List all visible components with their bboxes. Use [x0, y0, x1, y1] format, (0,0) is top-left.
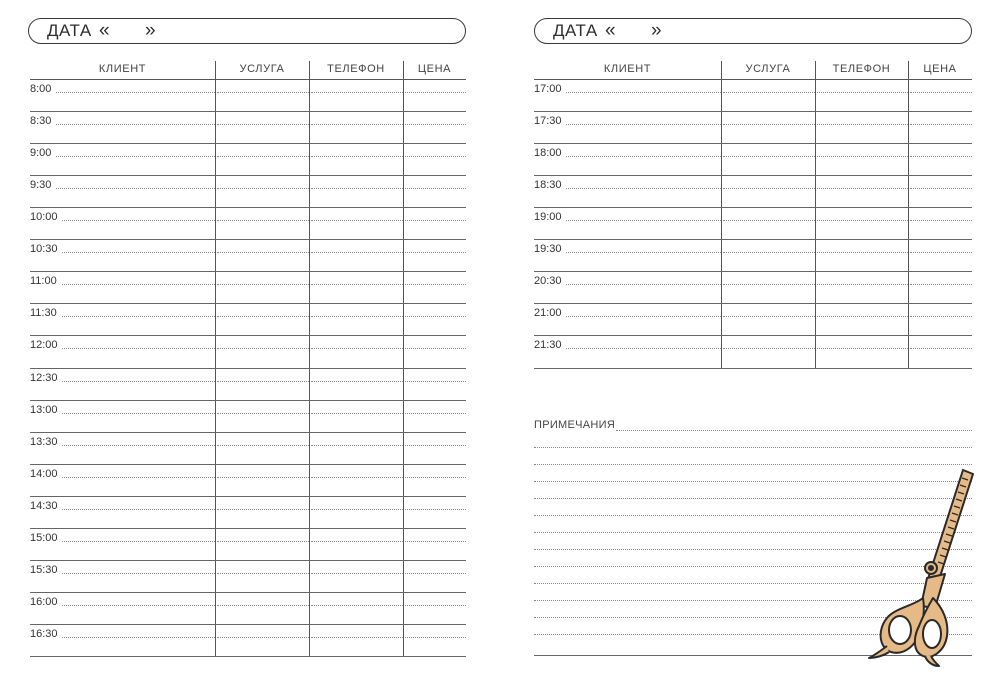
time-slot-label: 10:00	[30, 211, 58, 224]
row-separator	[534, 143, 972, 144]
write-in-line	[217, 316, 309, 317]
row-separator	[534, 303, 972, 304]
write-in-line	[62, 477, 215, 478]
row-separator	[30, 624, 466, 625]
row-separator	[30, 656, 466, 657]
write-in-line	[817, 92, 908, 93]
time-slot-label: 10:30	[30, 243, 58, 256]
header-underline	[534, 79, 972, 80]
time-slot-label: 15:00	[30, 531, 58, 544]
write-in-line	[566, 188, 721, 189]
write-in-line	[817, 124, 908, 125]
row-separator	[30, 335, 466, 336]
time-slot-label: 9:00	[30, 147, 52, 160]
write-in-line	[217, 477, 309, 478]
right-page	[500, 0, 1000, 687]
write-in-line	[311, 284, 403, 285]
write-in-line	[62, 541, 215, 542]
write-in-line	[311, 348, 403, 349]
write-in-line	[405, 188, 466, 189]
write-in-line	[311, 381, 403, 382]
write-in-line	[723, 252, 815, 253]
row-separator	[30, 592, 466, 593]
write-in-line	[910, 92, 972, 93]
write-in-line	[62, 573, 215, 574]
date-label: ДАТА	[553, 21, 598, 40]
time-slot-label: 11:00	[30, 275, 57, 288]
time-slot-label: 21:00	[534, 307, 562, 320]
write-in-line	[217, 381, 309, 382]
write-in-line	[217, 509, 309, 510]
write-in-line	[405, 316, 466, 317]
row-separator	[30, 143, 466, 144]
write-in-line	[566, 156, 721, 157]
write-in-line	[405, 573, 466, 574]
write-in-line	[217, 220, 309, 221]
row-separator	[534, 335, 972, 336]
write-in-line	[566, 348, 721, 349]
row-separator	[534, 368, 972, 369]
write-in-line	[910, 284, 972, 285]
column-header-service: УСЛУГА	[745, 63, 791, 75]
write-in-line	[217, 637, 309, 638]
write-in-line	[56, 124, 215, 125]
write-in-line	[405, 477, 466, 478]
time-slot-label: 19:00	[534, 211, 562, 224]
row-separator	[30, 303, 466, 304]
write-in-line	[910, 220, 972, 221]
time-slot-label: 9:30	[30, 179, 52, 192]
write-in-line	[311, 509, 403, 510]
row-separator	[30, 175, 466, 176]
write-in-line	[311, 637, 403, 638]
row-separator	[534, 175, 972, 176]
time-slot-label: 20:30	[534, 275, 562, 288]
write-in-line	[405, 92, 466, 93]
time-slot-label: 17:30	[534, 115, 562, 128]
column-header-service: УСЛУГА	[239, 63, 285, 75]
time-slot-label: 17:00	[534, 83, 562, 95]
write-in-line	[311, 188, 403, 189]
write-in-line	[311, 477, 403, 478]
write-in-line	[217, 284, 309, 285]
write-in-line	[910, 252, 972, 253]
write-in-line	[62, 348, 215, 349]
write-in-line	[405, 413, 466, 414]
write-in-line	[566, 220, 721, 221]
column-divider	[721, 61, 722, 368]
time-slot-label: 18:30	[534, 179, 562, 192]
time-slot-label: 12:00	[30, 339, 58, 352]
write-in-line	[405, 509, 466, 510]
column-divider	[908, 61, 909, 368]
time-slot-label: 14:00	[30, 467, 58, 480]
row-separator	[30, 368, 466, 369]
write-in-line	[311, 605, 403, 606]
row-separator	[534, 111, 972, 112]
row-separator	[30, 432, 466, 433]
write-in-line	[217, 92, 309, 93]
date-close-quote: »	[145, 20, 156, 41]
write-in-line	[62, 445, 215, 446]
notes-line	[534, 464, 972, 465]
date-field[interactable]	[28, 18, 466, 44]
write-in-line	[817, 252, 908, 253]
write-in-line	[405, 541, 466, 542]
write-in-line	[910, 316, 972, 317]
write-in-line	[62, 252, 215, 253]
write-in-line	[62, 220, 215, 221]
write-in-line	[910, 188, 972, 189]
write-in-line	[405, 381, 466, 382]
date-label: ДАТА	[47, 21, 92, 40]
date-close-quote: »	[651, 20, 662, 41]
column-header-phone: ТЕЛЕФОН	[832, 63, 891, 75]
date-open-quote: «	[99, 20, 110, 41]
time-slot-label: 15:30	[30, 563, 58, 576]
write-in-line	[405, 348, 466, 349]
write-in-line	[723, 156, 815, 157]
time-slot-label: 16:30	[30, 628, 58, 641]
row-separator	[30, 207, 466, 208]
write-in-line	[723, 348, 815, 349]
write-in-line	[217, 573, 309, 574]
write-in-line	[405, 605, 466, 606]
row-separator	[534, 239, 972, 240]
time-slot-label: 14:30	[30, 499, 58, 512]
write-in-line	[817, 284, 908, 285]
write-in-line	[217, 445, 309, 446]
write-in-line	[311, 445, 403, 446]
row-separator	[30, 271, 466, 272]
time-slot-label: 21:30	[534, 339, 562, 352]
column-header-phone: ТЕЛЕФОН	[327, 63, 385, 75]
column-header-price: ЦЕНА	[923, 63, 957, 75]
write-in-line	[311, 92, 403, 93]
time-slot-label: 18:00	[534, 147, 562, 160]
write-in-line	[405, 220, 466, 221]
write-in-line	[566, 252, 721, 253]
write-in-line	[566, 316, 721, 317]
column-divider	[309, 61, 310, 656]
date-open-quote: «	[605, 20, 616, 41]
write-in-line	[405, 124, 466, 125]
write-in-line	[723, 92, 815, 93]
write-in-line	[817, 220, 908, 221]
write-in-line	[62, 509, 215, 510]
header-underline	[30, 79, 466, 80]
write-in-line	[910, 156, 972, 157]
time-slot-label: 19:30	[534, 243, 562, 256]
write-in-line	[817, 188, 908, 189]
write-in-line	[817, 348, 908, 349]
write-in-line	[405, 156, 466, 157]
time-slot-label: 13:30	[30, 435, 58, 448]
column-divider	[403, 61, 404, 656]
time-slot-label: 12:30	[30, 371, 58, 384]
notes-line	[534, 447, 972, 448]
column-header-client: КЛИЕНТ	[603, 63, 652, 75]
write-in-line	[566, 124, 721, 125]
write-in-line	[405, 637, 466, 638]
time-slot-label: 8:00	[30, 83, 52, 95]
write-in-line	[217, 124, 309, 125]
write-in-line	[56, 156, 215, 157]
write-in-line	[311, 252, 403, 253]
write-in-line	[62, 637, 215, 638]
write-in-line	[910, 124, 972, 125]
write-in-line	[723, 124, 815, 125]
write-in-line	[56, 188, 215, 189]
write-in-line	[817, 316, 908, 317]
write-in-line	[217, 156, 309, 157]
column-divider	[215, 61, 216, 656]
write-in-line	[405, 252, 466, 253]
write-in-line	[910, 348, 972, 349]
write-in-line	[62, 605, 215, 606]
row-separator	[534, 271, 972, 272]
column-header-price: ЦЕНА	[417, 63, 452, 75]
time-slot-label: 16:00	[30, 595, 58, 608]
row-separator	[30, 464, 466, 465]
write-in-line	[723, 284, 815, 285]
write-in-line	[217, 188, 309, 189]
write-in-line	[217, 605, 309, 606]
write-in-line	[723, 220, 815, 221]
write-in-line	[566, 284, 721, 285]
row-separator	[30, 239, 466, 240]
row-separator	[534, 207, 972, 208]
write-in-line	[311, 413, 403, 414]
notes-line	[616, 430, 972, 431]
write-in-line	[62, 284, 215, 285]
time-slot-label: 11:30	[30, 307, 57, 320]
write-in-line	[723, 188, 815, 189]
write-in-line	[723, 316, 815, 317]
column-divider	[815, 61, 816, 368]
write-in-line	[311, 156, 403, 157]
row-separator	[30, 560, 466, 561]
write-in-line	[405, 284, 466, 285]
write-in-line	[62, 381, 215, 382]
write-in-line	[56, 92, 215, 93]
date-field[interactable]	[534, 18, 972, 44]
write-in-line	[311, 220, 403, 221]
write-in-line	[311, 573, 403, 574]
column-header-client: КЛИЕНТ	[98, 63, 147, 75]
row-separator	[30, 111, 466, 112]
row-separator	[30, 528, 466, 529]
write-in-line	[405, 445, 466, 446]
write-in-line	[311, 541, 403, 542]
write-in-line	[217, 348, 309, 349]
write-in-line	[566, 92, 721, 93]
write-in-line	[62, 413, 215, 414]
write-in-line	[217, 413, 309, 414]
write-in-line	[217, 541, 309, 542]
write-in-line	[311, 124, 403, 125]
time-slot-label: 8:30	[30, 115, 52, 128]
notes-label: ПРИМЕЧАНИЯ	[534, 419, 616, 431]
scissors-icon	[865, 468, 980, 668]
write-in-line	[817, 156, 908, 157]
write-in-line	[217, 252, 309, 253]
write-in-line	[311, 316, 403, 317]
write-in-line	[62, 316, 215, 317]
time-slot-label: 13:00	[30, 403, 58, 416]
row-separator	[30, 400, 466, 401]
row-separator	[30, 496, 466, 497]
